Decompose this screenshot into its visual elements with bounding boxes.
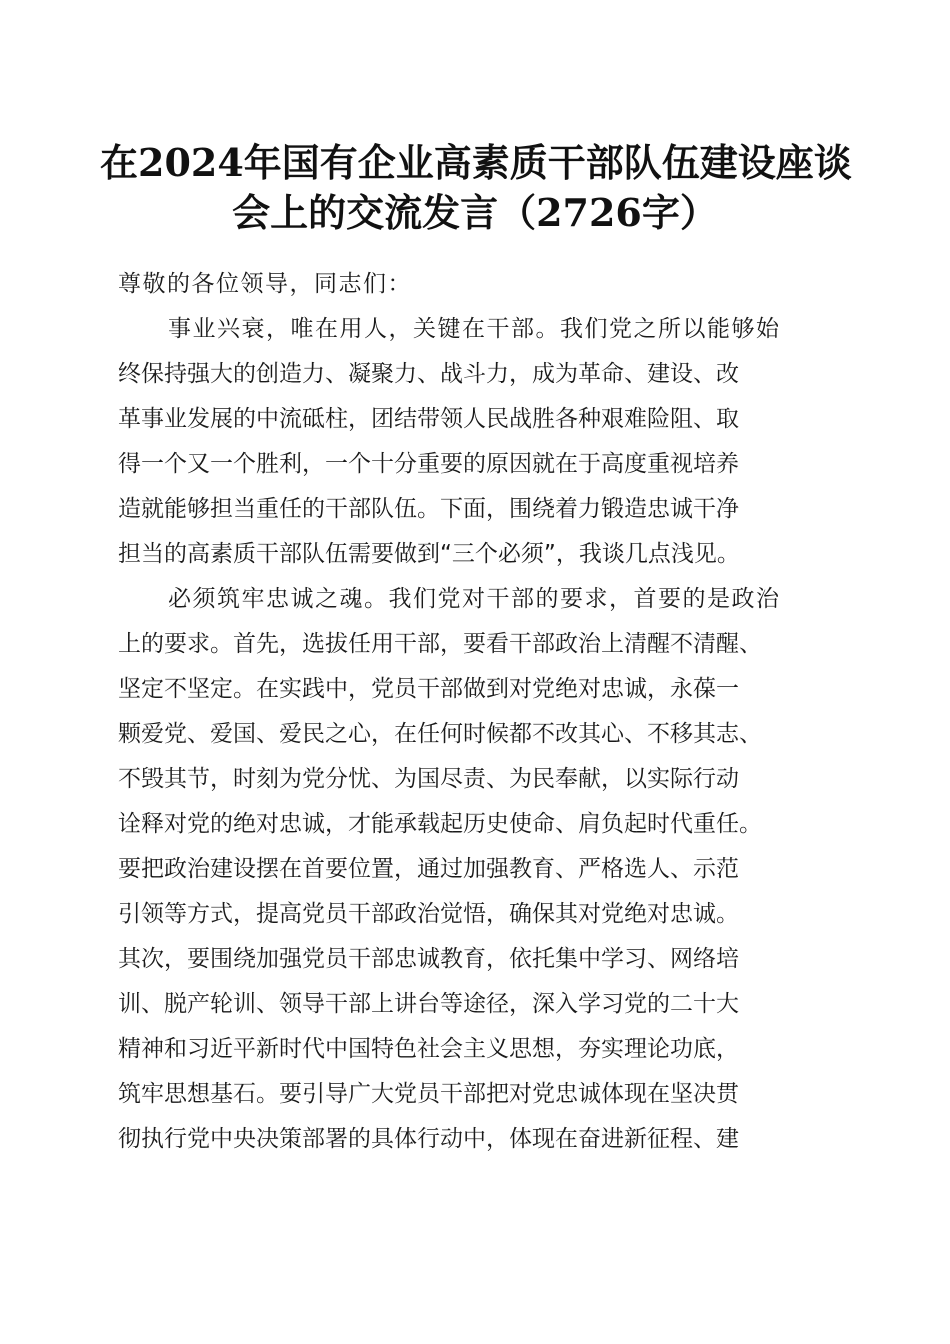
document-body [118,262,833,1162]
paragraph-1 [118,307,833,577]
title-line-1: 在2024年国有企业高素质干部队伍建设座谈 [100,140,852,185]
paragraph-line: 坚定不坚定。在实践中，党员干部做到对党绝对忠诚，永葆一 [118,676,739,702]
paragraph-2 [118,577,833,1162]
paragraph-line: 要把政治建设摆在首要位置，通过加强教育、严格选人、示范 [118,856,739,882]
paragraph-line: 彻执行党中央决策部署的具体行动中，体现在奋进新征程、建 [118,1126,739,1152]
paragraph-line: 引领等方式，提高党员干部政治觉悟，确保其对党绝对忠诚。 [118,901,739,927]
paragraph-line: 精神和习近平新时代中国特色社会主义思想，夯实理论功底， [118,1036,739,1062]
paragraph-line: 训、脱产轮训、领导干部上讲台等途径，深入学习党的二十大 [118,991,739,1017]
paragraph-line: 造就能够担当重任的干部队伍。下面，围绕着力锻造忠诚干净 [118,496,739,522]
document-title [100,138,850,238]
paragraph-line: 颗爱党、爱国、爱民之心，在任何时候都不改其心、不移其志、 [118,721,762,747]
paragraph-line: 不毁其节，时刻为党分忧、为国尽责、为民奉献，以实际行动 [118,766,739,792]
paragraph-line: 革事业发展的中流砥柱，团结带领人民战胜各种艰难险阻、取 [118,406,739,432]
paragraph-line: 终保持强大的创造力、凝聚力、战斗力，成为革命、建设、改 [118,361,739,387]
salutation: 尊敬的各位领导，同志们： [118,271,412,297]
paragraph-line: 得一个又一个胜利，一个十分重要的原因就在于高度重视培养 [118,451,739,477]
paragraph-line: 上的要求。首先，选拔任用干部，要看干部政治上清醒不清醒、 [118,631,762,657]
paragraph-line: 诠释对党的绝对忠诚，才能承载起历史使命、肩负起时代重任。 [118,811,762,837]
paragraph-line: 其次，要围绕加强党员干部忠诚教育，依托集中学习、网络培 [118,946,739,972]
paragraph-line: 必须筑牢忠诚之魂。我们党对干部的要求，首要的是政治 [168,586,781,612]
title-line-2: 会上的交流发言（2726字） [232,190,718,235]
paragraph-line: 担当的高素质干部队伍需要做到“三个必须”，我谈几点浅见。 [118,541,740,567]
paragraph-line: 筑牢思想基石。要引导广大党员干部把对党忠诚体现在坚决贯 [118,1081,739,1107]
paragraph-line: 事业兴衰，唯在用人，关键在干部。我们党之所以能够始 [168,316,781,342]
